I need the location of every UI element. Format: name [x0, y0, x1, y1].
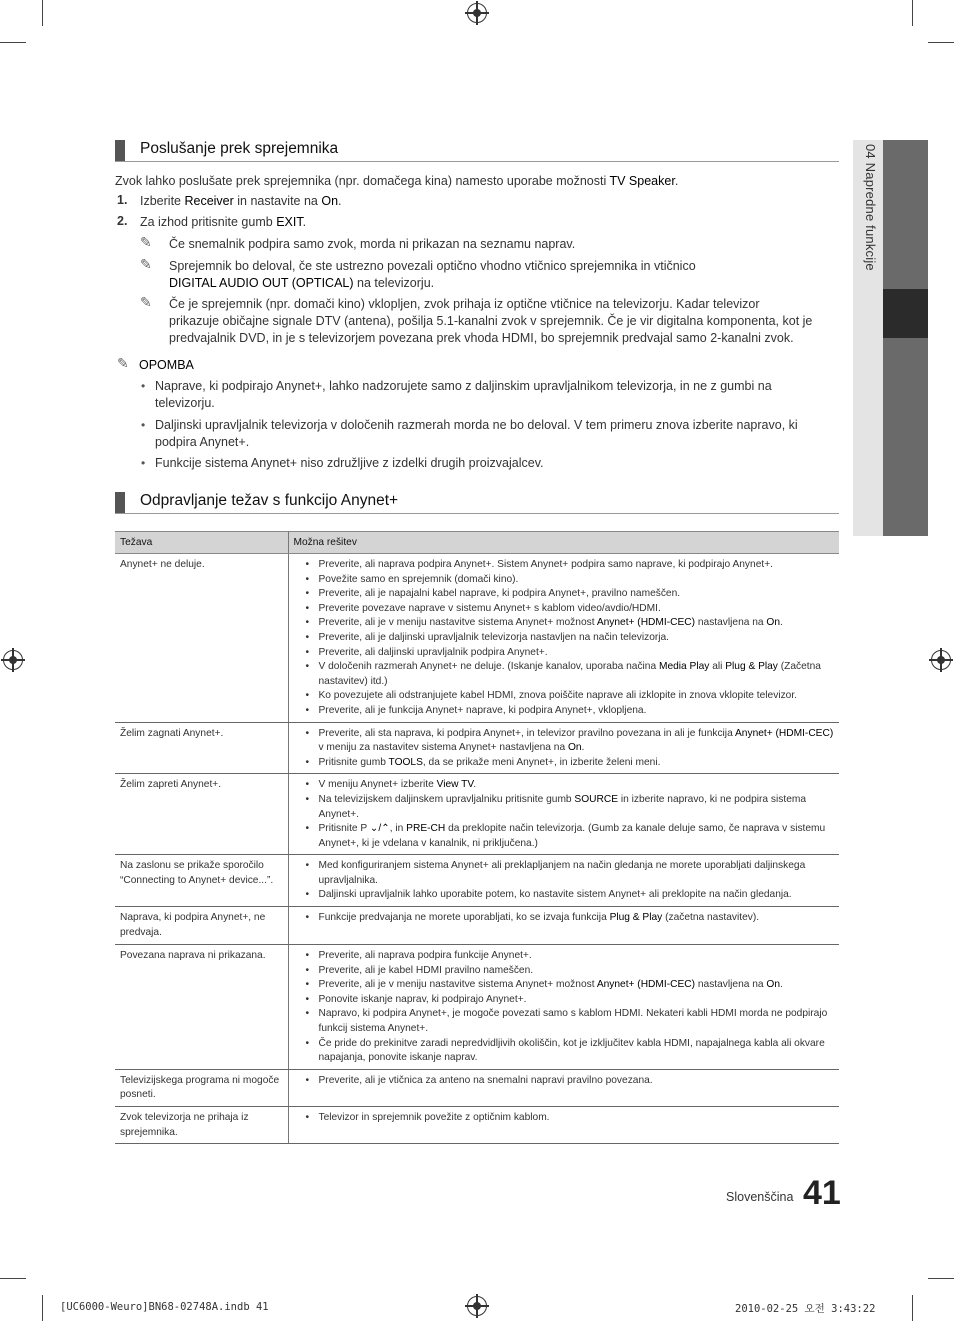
footer-language: Slovenščina [726, 1190, 794, 1204]
page-number: 41 [803, 1174, 841, 1212]
solution-item: • Daljinski upravljalnik lahko uporabite potem, ko nastavite sistem Anynet+ ali preklopite na način gledanja. [294, 888, 835, 903]
solution-item: • Preverite povezave naprave v sistemu Anynet+ s kablom video/avdio/HDMI. [294, 602, 835, 617]
problem-cell: Anynet+ ne deluje. [115, 554, 288, 723]
solution-item: • Ponovite iskanje naprav, ki podpirajo Anynet+. [294, 993, 835, 1008]
section-title: Odpravljanje težav s funkcijo Anynet+ [140, 492, 399, 509]
crop-mark [912, 1295, 913, 1321]
solution-cell [288, 907, 839, 945]
step-text: Za izhod pritisnite gumb EXIT. [140, 215, 307, 229]
column-header-problem: Težava [115, 532, 288, 554]
heading-marker [115, 140, 125, 161]
section-heading [115, 492, 839, 514]
chapter-bar [883, 338, 928, 536]
table-row [115, 554, 839, 723]
problem-cell: Želim zagnati Anynet+. [115, 722, 288, 774]
bullet: • [141, 379, 146, 393]
crop-mark [0, 1278, 26, 1279]
solution-item: • Preverite, ali je vtičnica za anteno na snemalni napravi pravilno povezana. [294, 1074, 835, 1089]
solution-item: • Preverite, ali je v meniju nastavitve sistema Anynet+ možnost Anynet+ (HDMI-CEC) nastavljena na On. [294, 978, 835, 993]
solution-cell [288, 945, 839, 1070]
crop-mark [0, 42, 26, 43]
solution-item: • V določenih razmerah Anynet+ ne deluje. (Iskanje kanalov, uporaba načina Media Play ali Plug & Play (Začetna nastavitev) itd.) [294, 660, 835, 689]
note-heading: OPOMBA [139, 358, 194, 372]
crop-mark [42, 0, 43, 26]
table-header-row [115, 532, 839, 554]
solution-item: • Preverite, ali je v meniju nastavitve sistema Anynet+ možnost Anynet+ (HDMI-CEC) nastavljena na On. [294, 616, 835, 631]
solution-item: • Funkcije predvajanja ne morete uporabljati, ko se izvaja funkcija Plug & Play (začetna nastavitev). [294, 911, 835, 926]
problem-cell: Povezana naprava ni prikazana. [115, 945, 288, 1070]
section-heading [115, 140, 839, 162]
table-row [115, 1069, 839, 1106]
solution-item: • Preverite, ali naprava podpira funkcije Anynet+. [294, 949, 835, 964]
solution-item: • Preverite, ali daljinski upravljalnik podpira Anynet+. [294, 646, 835, 661]
registration-mark-icon [467, 1296, 487, 1316]
crop-mark [928, 42, 954, 43]
column-header-solution: Možna rešitev [288, 532, 839, 554]
problem-cell: Zvok televizorja ne prihaja iz sprejemnika. [115, 1107, 288, 1144]
table-row [115, 907, 839, 945]
print-slug-file: [UC6000-Weuro]BN68-02748A.indb 41 [60, 1301, 269, 1313]
table-row [115, 722, 839, 774]
problem-cell: Naprava, ki podpira Anynet+, ne predvaja. [115, 907, 288, 945]
solution-item: • Preverite, ali je kabel HDMI pravilno nameščen. [294, 964, 835, 979]
bullet-text: Funkcije sistema Anynet+ niso združljive z izdelki drugih proizvajalcev. [155, 456, 544, 470]
crop-mark [912, 0, 913, 26]
solution-item: • Napravo, ki podpira Anynet+, je mogoče povezati samo s kablom HDMI. Nekateri kabli HDMI morda ne podpirajo funkcij sistema Anynet+. [294, 1007, 835, 1036]
solution-item: • Med konfiguriranjem sistema Anynet+ ali preklapljanjem na način gledanja ne morete uporabljati daljinskega upravljalnika. [294, 859, 835, 888]
solution-item: • Ko povezujete ali odstranjujete kabel HDMI, znova poiščite naprave ali izklopite in znova vklopite televizor. [294, 689, 835, 704]
table-row [115, 1107, 839, 1144]
solution-cell [288, 554, 839, 723]
chapter-bar [883, 140, 928, 289]
solution-cell [288, 722, 839, 774]
solution-item: • Preverite, ali je napajalni kabel naprave, ki podpira Anynet+, pravilno nameščen. [294, 587, 835, 602]
problem-cell: Na zaslonu se prikaže sporočilo “Connecting to Anynet+ device...”. [115, 855, 288, 907]
solution-item: • Pritisnite gumb TOOLS, da se prikaže meni Anynet+, in izberite želeni meni. [294, 756, 835, 771]
step-text: Izberite Receiver in nastavite na On. [140, 194, 342, 208]
note-pencil-icon: ✎ [140, 234, 152, 250]
solution-item: • Pritisnite P ⌄/⌃, in PRE-CH da preklopite način televizorja. (Gumb za kanale deluje samo, če naprava v sistemu Anynet+, ki je vdelana v kanalnik, ni priključena.) [294, 822, 835, 851]
table-row [115, 945, 839, 1070]
heading-marker [115, 492, 125, 513]
note-text: Če je sprejemnik (npr. domači kino) vklopljen, zvok prihaja iz optične vtičnice na televizorju. Kadar televizor prikazuje običajne signale DTV (antena), pošilja 5.1-kanalni zvok v sprejemnik. Če je vir digitalna komponenta, kot je predvajalnik DVD, in je s televizorjem povezana prek vhoda HDMI, bo sprejemnik predvajal samo 2-kanalni zvok. [169, 297, 813, 345]
bullet-text: Naprave, ki podpirajo Anynet+, lahko nadzorujete samo z daljinskim upravljalnikom televizorja, in ne z gumbi na televizorju. [155, 379, 772, 410]
step-number: 2. [117, 214, 128, 228]
note-pencil-icon: ✎ [140, 294, 152, 310]
solution-cell [288, 1107, 839, 1144]
print-slug-date: 2010-02-25 오전 3:43:22 [735, 1303, 876, 1315]
intro-text: Zvok lahko poslušate prek sprejemnika (npr. domačega kina) namesto uporabe možnosti TV Speaker. [115, 174, 679, 188]
chapter-bar-active [883, 289, 928, 338]
solution-item: • Preverite, ali je funkcija Anynet+ naprave, ki podpira Anynet+, vklopljena. [294, 704, 835, 719]
solution-cell [288, 774, 839, 855]
registration-mark-icon [931, 650, 951, 670]
note-pencil-icon: ✎ [117, 355, 129, 371]
table-row [115, 774, 839, 855]
solution-item: • Televizor in sprejemnik povežite z optičnim kablom. [294, 1111, 835, 1126]
problem-cell: Televizijskega programa ni mogoče posneti. [115, 1069, 288, 1106]
section-title: Poslušanje prek sprejemnika [140, 140, 339, 157]
bullet: • [141, 456, 146, 470]
bullet-text: Daljinski upravljalnik televizorja v določenih razmerah morda ne bo deloval. V tem primeru znova izberite napravo, ki podpira Anynet+. [155, 418, 798, 449]
problem-cell: Želim zapreti Anynet+. [115, 774, 288, 855]
troubleshooting-table [115, 531, 839, 1144]
step-number: 1. [117, 193, 128, 207]
solution-item: • Preverite, ali naprava podpira Anynet+. Sistem Anynet+ podpira samo naprave, ki podpirajo Anynet+. [294, 558, 835, 573]
channel-arrows-icon: ⌄/⌃ [369, 823, 390, 835]
table-row [115, 855, 839, 907]
note-text: Sprejemnik bo deloval, če ste ustrezno povezali optično vhodno vtičnico sprejemnika in vtičnico DIGITAL AUDIO OUT (OPTICAL) na televizorju. [169, 259, 696, 290]
registration-mark-icon [3, 650, 23, 670]
solution-item: • Na televizijskem daljinskem upravljalniku pritisnite gumb SOURCE in izberite napravo, ki ne podpira sistema Anynet+. [294, 793, 835, 822]
solution-item: • Povežite samo en sprejemnik (domači kino). [294, 573, 835, 588]
solution-item: • Preverite, ali je daljinski upravljalnik televizorja nastavljen na način televizorja. [294, 631, 835, 646]
chapter-label: 04 Napredne funkcije [863, 144, 878, 271]
solution-item: • Če pride do prekinitve zaradi nepredvidljivih okoliščin, kot je izključitev kabla HDMI, napajalnega kabla ali okvare napajanja, ponovite iskanje naprav. [294, 1037, 835, 1066]
solution-item: • V meniju Anynet+ izberite View TV. [294, 778, 835, 793]
bullet: • [141, 418, 146, 432]
solution-item: • Preverite, ali sta naprava, ki podpira Anynet+, in televizor pravilno povezana in ali je funkcija Anynet+ (HDMI-CEC) v meniju za nastavitev sistema Anynet+ nastavljena na On. [294, 727, 835, 756]
solution-cell [288, 855, 839, 907]
registration-mark-icon [467, 3, 487, 23]
crop-mark [42, 1295, 43, 1321]
crop-mark [928, 1278, 954, 1279]
solution-cell [288, 1069, 839, 1106]
note-text: Če snemalnik podpira samo zvok, morda ni prikazan na seznamu naprav. [169, 237, 576, 251]
note-pencil-icon: ✎ [140, 256, 152, 272]
